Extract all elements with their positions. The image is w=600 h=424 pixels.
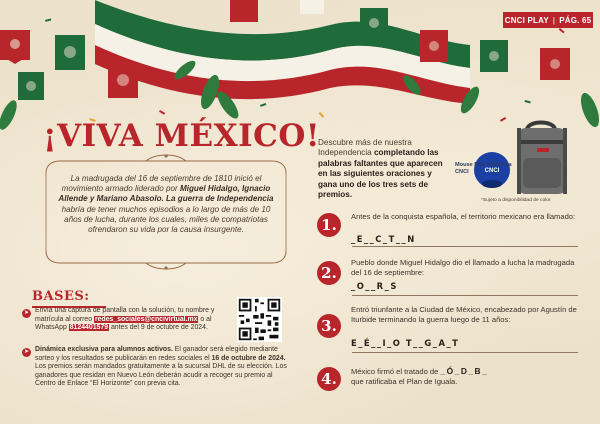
bullet-arrow-icon: ➤ [23,349,30,355]
prize-note: *Sujeto a disponibilidad de color [481,198,551,203]
whatsapp-number[interactable]: 8124401579 [69,324,109,332]
bases-item-1-text-b: o al WhatsApp [35,315,212,332]
intro-part-2: habría de tener muchos episodios a lo largo de más de 10 años de lucha, durante los cuales, miles de compatriotas ofrendaron su vida por la causa insurgente. [61,204,271,235]
question-text-4 [351,367,583,386]
question-text-3: Entró triunfante a la Ciudad de México, encabezado por Agustín de Iturbide terminando la guerra luego de 11 años: [351,305,577,324]
bases-heading: BASES: [32,289,90,304]
contact-email[interactable]: redes_sociales@cncivirtual.mx [94,315,198,323]
lead-part-1: Descubre más de nuestra Independencia [318,138,412,158]
qr-code-icon[interactable] [237,297,282,342]
question-number-3: 3. [317,314,341,338]
mouse-pad-logo: CNCI [484,168,500,174]
intro-bold: Miguel Hidalgo, Ignacio Allende y Mariano Abasolo. La guerra de Independencia [58,184,274,204]
divider [352,246,578,247]
bases-item-2-text: El ganador será elegido mediante sorteo y los resultados se publicarán en redes sociales el [35,346,278,362]
results-date: 16 de octubre de 2024. [211,354,286,362]
divider [352,352,578,353]
bases-item-1-text: Envía una captura de pantalla con la solución, tu nombre y matrícula al correo [35,307,215,323]
divider [352,295,578,296]
answer-blank-2[interactable]: _O__R_S [351,281,398,291]
bases-item-1-text-c: antes del 9 de octubre de 2024. [109,324,208,332]
page-number: PÁG. 65 [559,15,592,25]
page-badge [503,12,593,28]
intro-text [55,174,277,235]
brand-label: CNCI PLAY [504,15,549,25]
answer-blank-4[interactable]: _Ó_D_B_ [440,366,489,376]
bases-item-2-text-b: Los premios serán mandados gratuitamente a la sucursal DHL de su elección. Los ganadores que residan en Nuevo León deberán acudir a recoger su premio al Centro de Enlace “El Horizonte” con previa cita. [35,363,287,388]
intro-part-1: La madrugada del 16 de septiembre de 1810 inició el movimiento armado liderado por [61,174,262,194]
question-text-1: Antes de la conquista española, el territorio mexicano era llamado: [351,212,576,221]
question-number-4: 4. [317,367,341,391]
bullet-arrow-icon: ➤ [23,310,30,316]
question-number-2: 2. [317,261,341,285]
question-number-1: 1. [317,213,341,237]
page-title: ¡VIVA MÉXICO! [43,118,320,154]
bases-item-2 [35,346,291,389]
question-4-text-b: que ratificaba el Plan de Iguala. [351,376,458,386]
question-4-text-a: México firmó el tratado de [351,367,441,376]
bases-item-2-bold: Dinámica exclusiva para alumnos activos. [35,346,173,353]
answer-blank-3[interactable]: E_É__I_O T__G_A_T [351,338,460,348]
prize-label: Mouse Pad y Mochila CNCI [455,162,512,175]
answer-blank-1[interactable]: _E__C_T__N [351,234,416,244]
lead-bold: completando las palabras faltantes que aparecen en las siguientes oraciones y gana uno de los tres sets de premios. [318,148,443,200]
badge-separator: | [552,15,556,25]
lead-text [318,138,450,200]
bases-item-1 [35,307,233,333]
question-text-2: Pueblo donde Miguel Hidalgo dio el llamado a lucha la madrugada del 16 de septiembre: [351,258,575,277]
